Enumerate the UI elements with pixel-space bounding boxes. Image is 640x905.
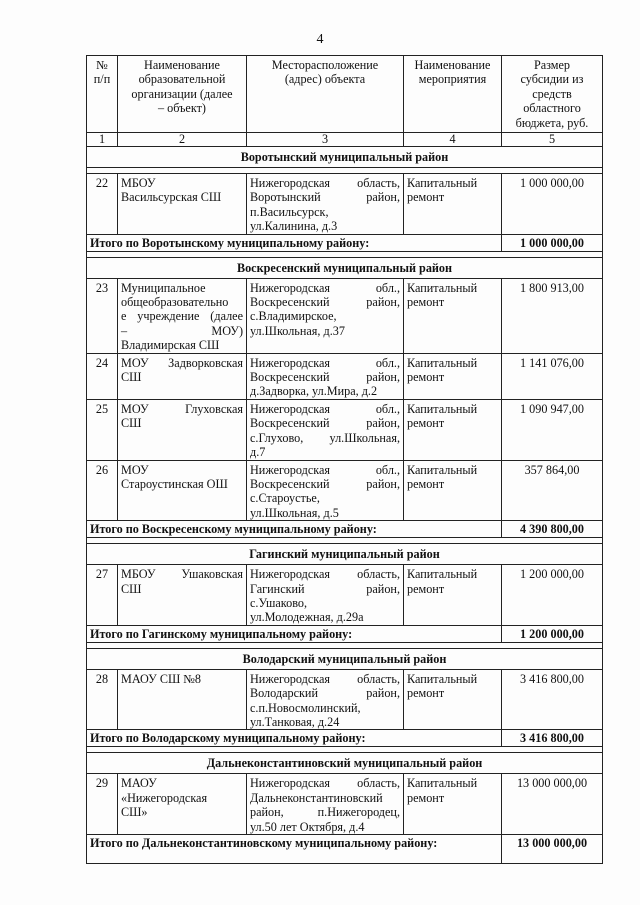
cell-line: д.Задворка, ул.Мира, д.2 — [250, 384, 378, 399]
organization-name — [118, 174, 247, 235]
header-line: Месторасположение — [271, 58, 379, 72]
header-line: № — [96, 58, 108, 72]
total-row — [87, 234, 603, 251]
cell-line: Васильсурская СШ — [121, 190, 222, 205]
cell-line: Нижегородская обл., — [250, 280, 400, 295]
event-name — [404, 774, 502, 835]
cell-line: Староустинская ОШ — [121, 476, 228, 491]
cell-line: СШ — [121, 370, 142, 385]
column-number: 1 — [87, 133, 118, 147]
section-title: Дальнеконстантиновский муниципальный район — [87, 753, 603, 774]
cell-line: Нижегородская обл., — [250, 401, 400, 416]
cell-line: Капитальный — [407, 401, 478, 416]
cell-line: Нижегородская область, — [250, 567, 400, 582]
object-address — [247, 669, 404, 730]
table-row — [87, 174, 603, 235]
total-amount: 1 000 000,00 — [502, 234, 603, 251]
organization-name — [118, 278, 247, 353]
cell-line: Воскресенский район, — [250, 370, 400, 385]
cell-line: Муниципальное — [121, 280, 206, 295]
header-line: организации (далее — [131, 86, 233, 101]
cell-line: ул.Школьная, д.5 — [250, 505, 339, 520]
header-line: бюджета, руб. — [515, 115, 589, 130]
object-address — [247, 174, 404, 235]
total-label: Итого по Володарскому муниципальному району: — [87, 730, 502, 747]
header-line: – объект) — [158, 101, 206, 116]
organization-name — [118, 774, 247, 835]
header-line: Наименование — [414, 58, 491, 72]
header-line: областного — [523, 101, 581, 116]
cell-line: Владимирская СШ — [121, 338, 220, 353]
total-amount: 3 416 800,00 — [502, 730, 603, 747]
subsidy-amount: 1 800 913,00 — [502, 278, 603, 353]
cell-line: с.Ушаково, — [250, 595, 308, 610]
event-name — [404, 669, 502, 730]
cell-line: ремонт — [407, 686, 445, 701]
event-name — [404, 460, 502, 521]
total-row — [87, 521, 603, 538]
cell-line: п.Васильсурск, — [250, 204, 329, 219]
cell-line: ул.Школьная, д.37 — [250, 323, 345, 338]
section-title-row — [87, 753, 603, 774]
cell-line: ремонт — [407, 295, 445, 310]
cell-line: район, п.Нижегородец, — [250, 805, 400, 820]
organization-name — [118, 399, 247, 460]
cell-line: ремонт — [407, 476, 445, 491]
table-row — [87, 278, 603, 353]
organization-name — [118, 565, 247, 626]
total-label: Итого по Дальнеконстантиновскому муниципальному району: — [87, 835, 502, 864]
total-label: Итого по Воротынскому муниципальному району: — [87, 234, 502, 251]
table-row — [87, 353, 603, 399]
object-address — [247, 399, 404, 460]
total-row — [87, 625, 603, 642]
header-line: Наименование — [144, 58, 220, 72]
section-title-row — [87, 257, 603, 278]
event-name — [404, 174, 502, 235]
subsidy-amount: 13 000 000,00 — [502, 774, 603, 835]
section-title-row — [87, 544, 603, 565]
table-row — [87, 460, 603, 521]
event-name — [404, 399, 502, 460]
table-header-row — [87, 56, 603, 133]
cell-line: Нижегородская область, — [250, 776, 400, 791]
cell-line: – МОУ) — [121, 323, 243, 338]
cell-line: ремонт — [407, 790, 445, 805]
cell-line: ремонт — [407, 370, 445, 385]
header-line: Размер — [533, 58, 571, 72]
cell-line: МАОУ — [121, 776, 157, 791]
cell-line: Воротынский район, — [250, 190, 400, 205]
cell-line: с.Владимирское, — [250, 309, 337, 324]
cell-line: Капитальный — [407, 176, 478, 190]
header-amount — [502, 56, 603, 133]
cell-line: СШ — [121, 416, 142, 431]
section-title: Гагинский муниципальный район — [87, 544, 603, 565]
cell-line: д.7 — [250, 445, 266, 460]
cell-line: МОУ — [121, 462, 149, 477]
cell-line: ул.Танковая, д.24 — [250, 714, 340, 729]
row-number: 26 — [87, 460, 118, 521]
header-line: п/п — [93, 72, 111, 87]
cell-line: Воскресенский район, — [250, 295, 400, 310]
subsidy-amount: 1 141 076,00 — [502, 353, 603, 399]
cell-line: с.Староустье, — [250, 491, 320, 506]
cell-line: ремонт — [407, 190, 445, 205]
row-number: 28 — [87, 669, 118, 730]
header-event — [404, 56, 502, 133]
subsidy-amount: 1 090 947,00 — [502, 399, 603, 460]
cell-line: МОУ Задворковская — [121, 355, 243, 370]
cell-line: Капитальный — [407, 462, 478, 477]
table-row — [87, 565, 603, 626]
total-row — [87, 835, 603, 864]
header-organization — [118, 56, 247, 133]
table-row — [87, 669, 603, 730]
row-number: 22 — [87, 174, 118, 235]
cell-line: е учреждение (далее — [121, 309, 243, 324]
organization-name — [118, 669, 247, 730]
cell-line: Нижегородская область, — [250, 671, 400, 686]
header-line: (адрес) объекта — [284, 72, 366, 87]
section-title-row — [87, 147, 603, 168]
section-title: Воскресенский муниципальный район — [87, 257, 603, 278]
subsidy-table — [86, 55, 603, 864]
page-number: 4 — [316, 32, 324, 47]
organization-name — [118, 353, 247, 399]
row-number: 24 — [87, 353, 118, 399]
column-numbers-row — [87, 133, 603, 147]
object-address — [247, 460, 404, 521]
cell-line: Нижегородская обл., — [250, 462, 400, 477]
cell-line: Капитальный — [407, 355, 478, 370]
subsidy-amount: 1 000 000,00 — [502, 174, 603, 235]
table-row — [87, 399, 603, 460]
subsidy-amount: 3 416 800,00 — [502, 669, 603, 730]
subsidy-amount: 357 864,00 — [502, 460, 603, 521]
total-amount: 13 000 000,00 — [502, 835, 603, 864]
cell-line: ул.50 лет Октября, д.4 — [250, 819, 365, 834]
cell-line: Нижегородская область, — [250, 176, 400, 190]
cell-line: ул.Молодежная, д.29а — [250, 610, 364, 625]
event-name — [404, 278, 502, 353]
cell-line: Воскресенский район, — [250, 476, 400, 491]
event-name — [404, 565, 502, 626]
section-title: Володарский муниципальный район — [87, 648, 603, 669]
total-amount: 1 200 000,00 — [502, 625, 603, 642]
object-address — [247, 565, 404, 626]
table-row — [87, 774, 603, 835]
header-line: субсидии из — [520, 72, 584, 87]
cell-line: МБОУ — [121, 176, 156, 190]
row-number: 27 — [87, 565, 118, 626]
total-label: Итого по Воскресенскому муниципальному району: — [87, 521, 502, 538]
cell-line: с.п.Новосмолинский, — [250, 700, 361, 715]
object-address — [247, 774, 404, 835]
cell-line: МБОУ Ушаковская — [121, 567, 243, 582]
cell-line: Капитальный — [407, 776, 478, 791]
header-address — [247, 56, 404, 133]
header-line: средств — [532, 86, 572, 101]
header-number — [87, 56, 118, 133]
cell-line: Нижегородская обл., — [250, 355, 400, 370]
row-number: 23 — [87, 278, 118, 353]
cell-line: ремонт — [407, 581, 445, 596]
cell-line: Капитальный — [407, 671, 478, 686]
cell-line: МОУ Глуховская — [121, 401, 243, 416]
cell-line: общеобразовательно — [121, 295, 229, 310]
object-address — [247, 278, 404, 353]
section-title: Воротынский муниципальный район — [87, 147, 603, 168]
row-number: 29 — [87, 774, 118, 835]
cell-line: ремонт — [407, 416, 445, 431]
cell-line: Капитальный — [407, 280, 478, 295]
cell-line: ул.Калинина, д.3 — [250, 219, 338, 234]
column-number: 3 — [247, 133, 404, 147]
subsidy-amount: 1 200 000,00 — [502, 565, 603, 626]
cell-line: Гагинский район, — [250, 581, 400, 596]
object-address — [247, 353, 404, 399]
cell-line: МАОУ СШ №8 — [121, 671, 202, 686]
column-number: 2 — [118, 133, 247, 147]
section-title-row — [87, 648, 603, 669]
cell-line: «Нижегородская — [121, 790, 208, 805]
total-label: Итого по Гагинскому муниципальному району: — [87, 625, 502, 642]
header-line: мероприятия — [418, 72, 487, 87]
total-amount: 4 390 800,00 — [502, 521, 603, 538]
cell-line: СШ» — [121, 805, 148, 820]
column-number: 5 — [502, 133, 603, 147]
cell-line: с.Глухово, ул.Школьная, — [250, 430, 400, 445]
cell-line: Капитальный — [407, 567, 478, 582]
cell-line: СШ — [121, 581, 142, 596]
cell-line: Воскресенский район, — [250, 416, 400, 431]
cell-line: Дальнеконстантиновский — [250, 790, 383, 805]
column-number: 4 — [404, 133, 502, 147]
row-number: 25 — [87, 399, 118, 460]
organization-name — [118, 460, 247, 521]
event-name — [404, 353, 502, 399]
header-line: образовательной — [138, 72, 226, 87]
cell-line: Володарский район, — [250, 686, 400, 701]
total-row — [87, 730, 603, 747]
